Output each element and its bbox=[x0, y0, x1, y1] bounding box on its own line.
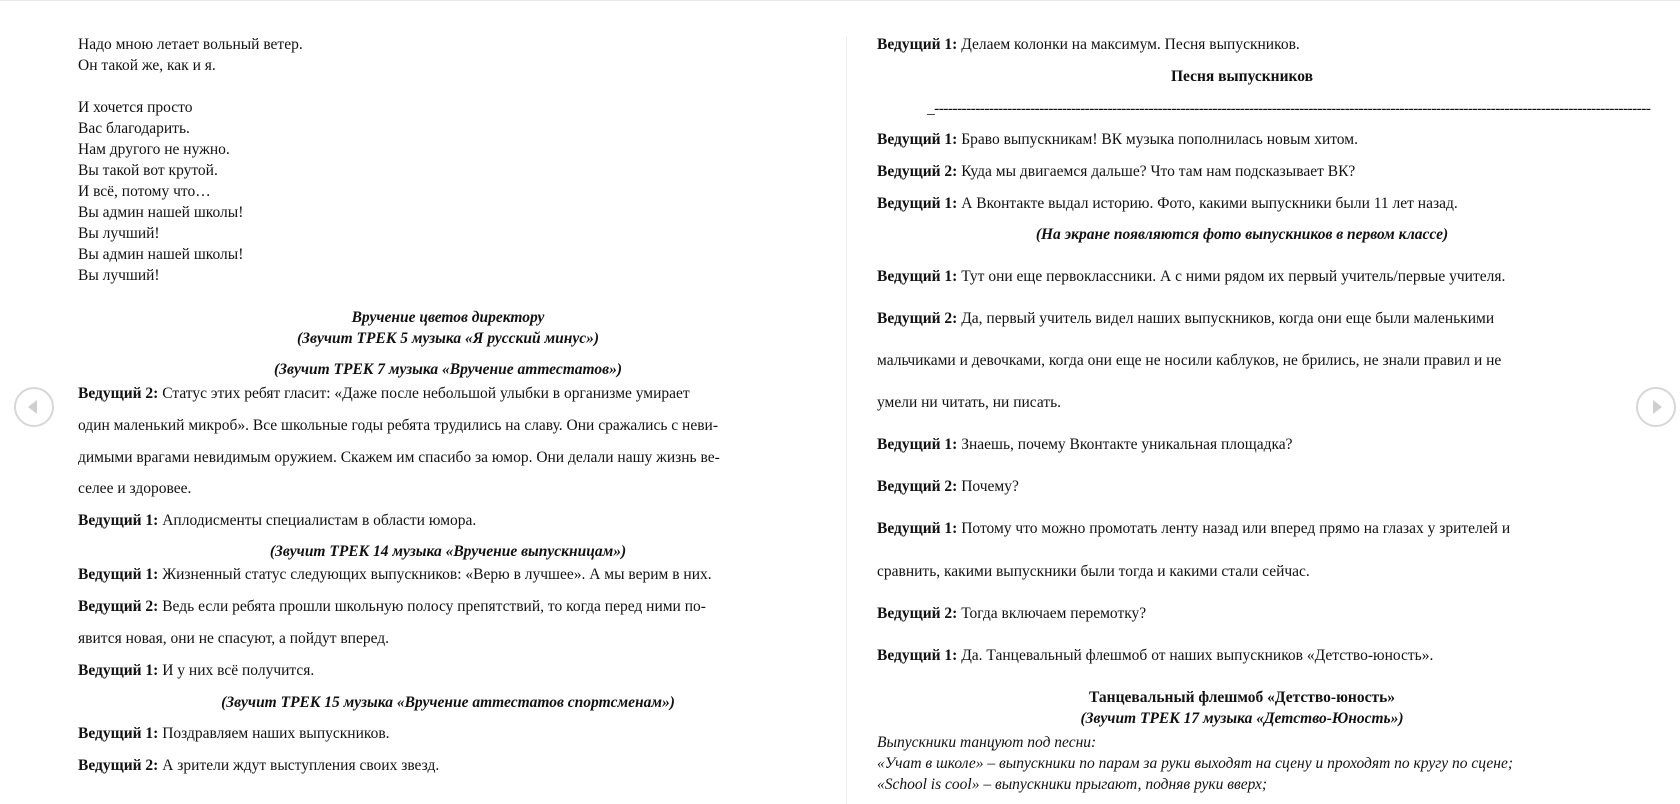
poem-line: Вы админ нашей школы! bbox=[78, 246, 244, 263]
dialogue-line bbox=[877, 310, 1494, 328]
stage-cue-track5: (Звучит ТРЕК 5 музыка «Я русский минус») bbox=[297, 330, 599, 347]
dialogue-text: Почему? bbox=[957, 478, 1019, 495]
dialogue-text: Тут они еще первоклассники. А с ними рядом их первый учитель/первые учителя. bbox=[957, 268, 1506, 285]
dialogue-text: Знаешь, почему Вконтакте уникальная площадка? bbox=[957, 436, 1293, 453]
right-page bbox=[877, 0, 1651, 804]
dialogue-line bbox=[877, 36, 1300, 54]
speaker-label: Ведущий 2: bbox=[78, 598, 159, 615]
dialogue-text: димыми врагами невидимым оружием. Скажем им спасибо за юмор. Они делали нашу жизнь ве- bbox=[78, 449, 720, 466]
page-gutter bbox=[846, 36, 847, 804]
speaker-label: Ведущий 1: bbox=[877, 131, 958, 148]
stage-cue-track15: (Звучит ТРЕК 15 музыка «Вручение аттестатов спортсменам») bbox=[221, 694, 675, 711]
prev-page-button[interactable] bbox=[14, 387, 54, 427]
dialogue-text: Ведь если ребята прошли школьную полосу препятствий, то когда перед ними по- bbox=[158, 598, 706, 615]
speaker-label: Ведущий 1: bbox=[877, 520, 958, 537]
speaker-label: Ведущий 2: bbox=[877, 163, 958, 180]
dialogue-text: мальчиками и девочками, когда они еще не носили каблуков, не брились, не знали правил и не bbox=[877, 352, 1502, 369]
italic-note: «School is cool» – выпускники прыгают, подняв руки вверх; bbox=[877, 776, 1268, 793]
speaker-label: Ведущий 1: bbox=[78, 662, 159, 679]
dialogue-text: Поздравляем наших выпускников. bbox=[158, 725, 390, 742]
poem-line: Вы лучший! bbox=[78, 267, 160, 284]
speaker-label: Ведущий 1: bbox=[877, 268, 958, 285]
dialogue-text: один маленький микроб». Все школьные годы ребята трудились на славу. Они сражались с неви- bbox=[78, 417, 718, 434]
dialogue-text: Аплодисменты специалистам в области юмора. bbox=[158, 512, 477, 529]
dialogue-line bbox=[78, 566, 712, 584]
poem-line: Вас благодарить. bbox=[78, 120, 190, 137]
speaker-label: Ведущий 1: bbox=[877, 647, 958, 664]
speaker-label: Ведущий 2: bbox=[78, 385, 159, 402]
dialogue-line bbox=[78, 385, 690, 403]
speaker-label: Ведущий 1: bbox=[877, 436, 958, 453]
italic-note: «Учат в школе» – выпускники по парам за руки выходят на сцену и проходят по кругу по сцене; bbox=[877, 755, 1514, 772]
dialogue-line bbox=[877, 520, 1510, 538]
dialogue-line bbox=[877, 268, 1505, 286]
dialogue-text: Потому что можно промотать ленту назад или вперед прямо на глазах у зрителей и bbox=[957, 520, 1511, 537]
dialogue-text: А зрители ждут выступления своих звезд. bbox=[158, 757, 440, 774]
dialogue-text: И у них всё получится. bbox=[158, 662, 315, 679]
speaker-label: Ведущий 2: bbox=[877, 605, 958, 622]
poem-line: Надо мною летает вольный ветер. bbox=[78, 36, 303, 53]
stage-cue-track14: (Звучит ТРЕК 14 музыка «Вручение выпускницам») bbox=[269, 543, 627, 560]
dashed-divider: _------------------------------------------------------------------------------------------------------------------------------------------------------------- bbox=[927, 100, 1651, 117]
poem-line: Он такой же, как и я. bbox=[78, 57, 216, 74]
dialogue-text: Тогда включаем перемотку? bbox=[957, 605, 1147, 622]
dialogue-line bbox=[78, 598, 706, 616]
dialogue-line bbox=[78, 757, 439, 775]
poem-line: Нам другого не нужно. bbox=[78, 141, 230, 158]
dialogue-line bbox=[877, 478, 1019, 496]
dialogue-line bbox=[877, 605, 1146, 623]
poem-line: И всё, потому что… bbox=[78, 183, 211, 200]
italic-note: Выпускники танцуют под песни: bbox=[877, 734, 1097, 751]
next-page-button[interactable] bbox=[1636, 387, 1676, 427]
section-heading-flowers: Вручение цветов директору bbox=[351, 309, 545, 326]
dialogue-text: Делаем колонки на максимум. Песня выпускников. bbox=[957, 36, 1300, 53]
stage-cue-track7: (Звучит ТРЕК 7 музыка «Вручение аттестатов») bbox=[274, 361, 622, 378]
dialogue-line bbox=[78, 725, 390, 743]
dialogue-line bbox=[877, 131, 1358, 149]
dialogue-text: Браво выпускникам! ВК музыка пополнилась новым хитом. bbox=[957, 131, 1358, 148]
dialogue-text: сравнить, какими выпускники были тогда и какими стали сейчас. bbox=[877, 563, 1310, 580]
poem-line: И хочется просто bbox=[78, 99, 193, 116]
chevron-right-icon bbox=[1638, 389, 1674, 425]
stage-cue-track17: (Звучит ТРЕК 17 музыка «Детство-Юность») bbox=[1080, 710, 1404, 727]
speaker-label: Ведущий 2: bbox=[877, 478, 958, 495]
dialogue-text: явится новая, они не спасуют, а пойдут вперед. bbox=[78, 630, 390, 647]
dialogue-line bbox=[78, 662, 314, 680]
dialogue-line bbox=[78, 512, 476, 530]
dialogue-text: Да. Танцевальный флешмоб от наших выпускников «Детство-юность». bbox=[957, 647, 1434, 664]
dialogue-line bbox=[877, 163, 1355, 181]
section-heading-song: Песня выпускников bbox=[1170, 68, 1313, 85]
poem-line: Вы админ нашей школы! bbox=[78, 204, 244, 221]
dialogue-line bbox=[877, 436, 1293, 454]
dialogue-text: Да, первый учитель видел наших выпускников, когда они еще были маленькими bbox=[957, 310, 1495, 327]
speaker-label: Ведущий 2: bbox=[877, 310, 958, 327]
left-page bbox=[78, 0, 818, 804]
dialogue-text: Статус этих ребят гласит: «Даже после небольшой улыбки в организме умирает bbox=[158, 385, 690, 402]
dialogue-line bbox=[877, 647, 1433, 665]
speaker-label: Ведущий 1: bbox=[78, 725, 159, 742]
chevron-left-icon bbox=[16, 389, 52, 425]
dialogue-text: Жизненный статус следующих выпускников: «Верю в лучшее». А мы верим в них. bbox=[158, 566, 712, 583]
speaker-label: Ведущий 1: bbox=[78, 512, 159, 529]
stage-cue-photos: (На экране появляются фото выпускников в первом классе) bbox=[1035, 226, 1449, 243]
section-heading-flashmob: Танцевальный флешмоб «Детство-юность» bbox=[1088, 689, 1396, 706]
poem-line: Вы такой вот крутой. bbox=[78, 162, 218, 179]
speaker-label: Ведущий 1: bbox=[877, 195, 958, 212]
dialogue-text: селее и здоровее. bbox=[78, 480, 192, 497]
dialogue-text: Куда мы двигаемся дальше? Что там нам подсказывает ВК? bbox=[957, 163, 1356, 180]
poem-line: Вы лучший! bbox=[78, 225, 160, 242]
dialogue-line bbox=[877, 195, 1458, 213]
speaker-label: Ведущий 2: bbox=[78, 757, 159, 774]
dialogue-text: умели ни читать, ни писать. bbox=[877, 394, 1062, 411]
speaker-label: Ведущий 1: bbox=[877, 36, 958, 53]
speaker-label: Ведущий 1: bbox=[78, 566, 159, 583]
dialogue-text: А Вконтакте выдал историю. Фото, какими выпускники были 11 лет назад. bbox=[957, 195, 1458, 212]
